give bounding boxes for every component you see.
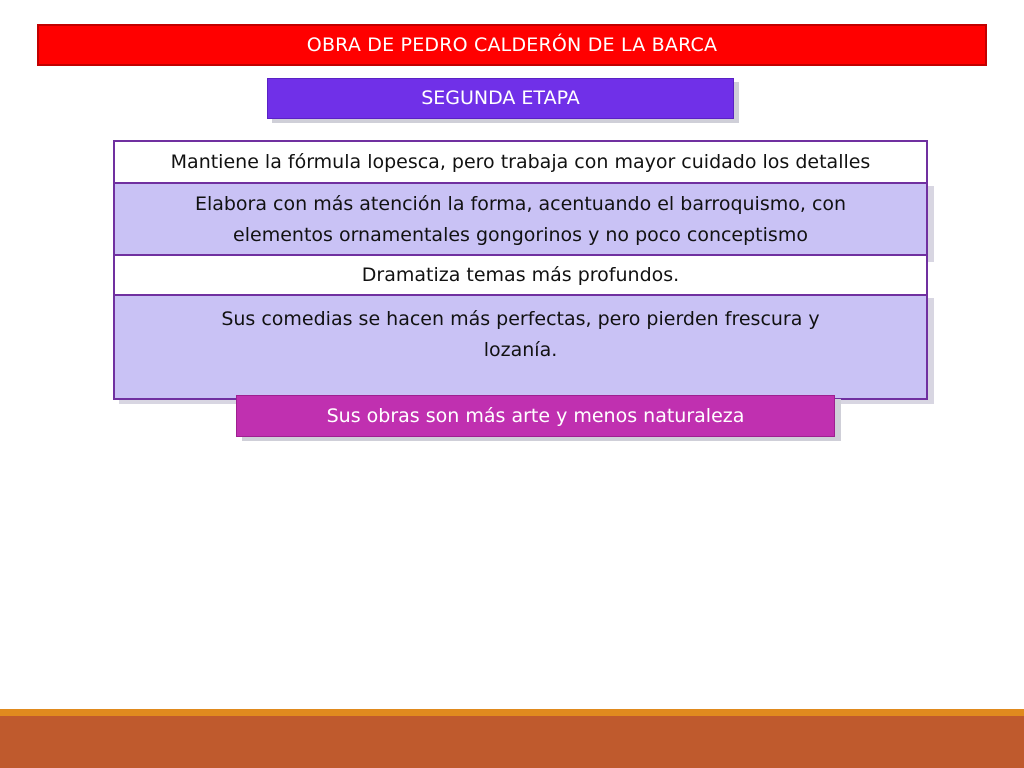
footer-band xyxy=(0,716,1024,768)
point-box-1 xyxy=(113,140,928,184)
point-box-3 xyxy=(113,254,928,296)
point-text-4: Sus comedias se hacen más perfectas, pero pierden frescura y lozanía. xyxy=(221,308,820,361)
slide-title-text: OBRA DE PEDRO CALDERÓN DE LA BARCA xyxy=(306,33,718,56)
point-box-4 xyxy=(113,294,928,400)
point-text-1: Mantiene la fórmula lopesca, pero trabaja con mayor cuidado los detalles xyxy=(170,150,871,173)
stage-label-text: SEGUNDA ETAPA xyxy=(421,87,580,109)
point-box-2 xyxy=(113,182,928,258)
conclusion-text: Sus obras son más arte y menos naturaleza xyxy=(326,404,745,427)
slide-title xyxy=(37,24,987,66)
conclusion-box xyxy=(236,395,835,437)
footer-stripe xyxy=(0,709,1024,716)
point-text-2: Elabora con más atención la forma, acentuando el barroquismo, con elementos ornamentales gongorinos y no poco conceptismo xyxy=(194,193,847,246)
stage-label xyxy=(267,78,734,119)
point-text-3: Dramatiza temas más profundos. xyxy=(361,263,680,286)
